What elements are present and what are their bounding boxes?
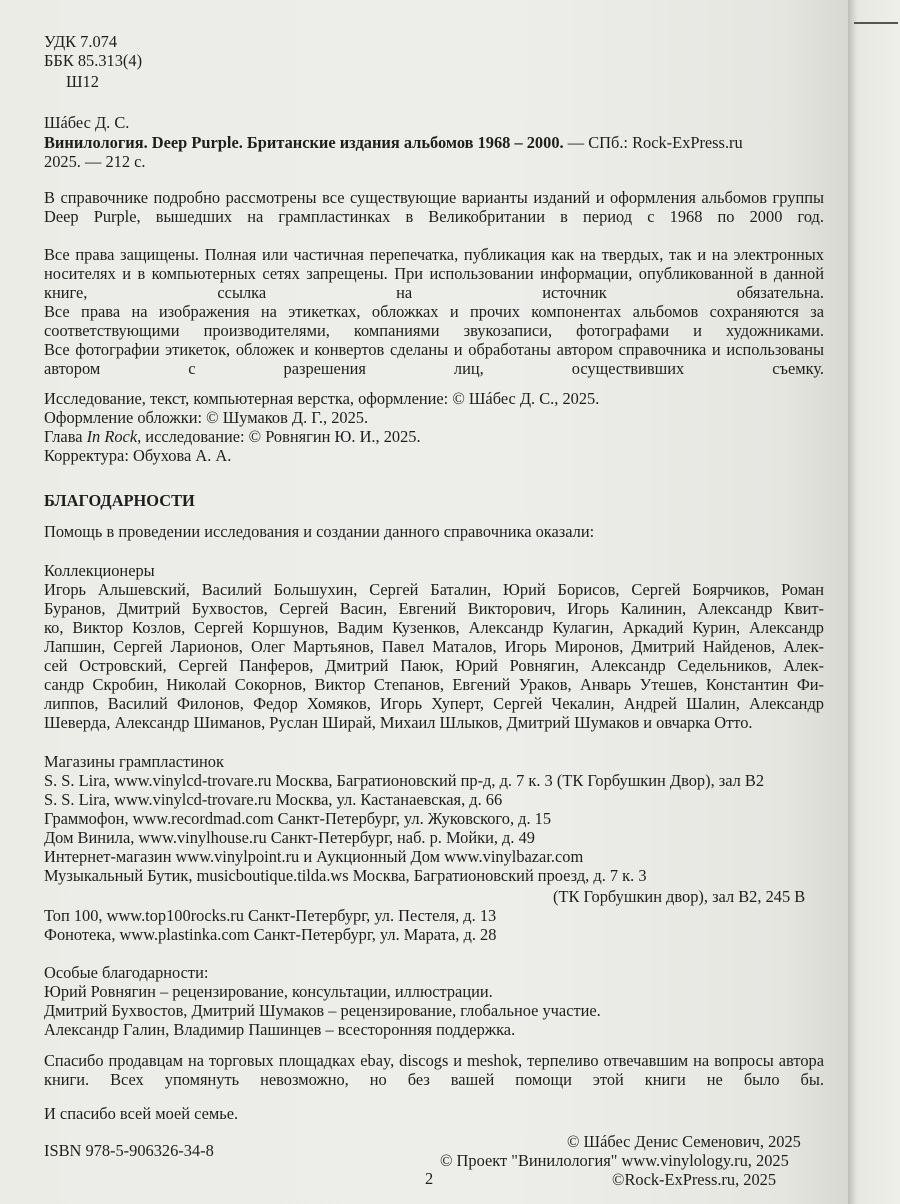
shop-line: S. S. Lira, www.vinylcd-trovare.ru Москва, Багратионовский пр-д, д. 7 к. 3 (ТК Горбушкин Двор), зал В2 bbox=[44, 771, 765, 790]
collectors-heading: Коллекционеры bbox=[44, 561, 155, 580]
author-mark: Ш12 bbox=[66, 72, 99, 91]
copyright-author: © Шáбес Денис Семенович, 2025 bbox=[567, 1132, 801, 1151]
shop-line-continuation: (ТК Горбушкин двор), зал В2, 245 В bbox=[553, 887, 806, 906]
shop-line: S. S. Lira, www.vinylcd-trovare.ru Москва, ул. Кастанаевская, д. 66 bbox=[44, 790, 503, 809]
copyright-publisher: ©Rock-ExPress.ru, 2025 bbox=[612, 1170, 777, 1189]
collectors-line: ко, Виктор Козлов, Сергей Коршунов, Вадим Кузенков, Александр Кулагин, Аркадий Курин, Александр bbox=[44, 618, 824, 637]
shop-line: Фонотека, www.plastinka.com Санкт-Петербург, ул. Марата, д. 28 bbox=[44, 925, 497, 944]
collectors-line: Буранов, Дмитрий Бухвостов, Сергей Васин, Евгений Викторович, Игорь Калинин, Александр Квит- bbox=[44, 599, 824, 618]
page-number: 2 bbox=[425, 1169, 434, 1188]
collectors-line: Лапшин, Сергей Ларионов, Олег Мартьянов, Павел Маталов, Игорь Миронов, Дмитрий Найденов, Алек- bbox=[44, 637, 824, 656]
bbk-code: ББК 85.313(4) bbox=[44, 51, 143, 70]
author-name: Шáбес Д. С. bbox=[44, 113, 130, 132]
special-thanks-heading: Особые благодарности: bbox=[44, 963, 209, 982]
facing-page-edge bbox=[848, 0, 900, 1204]
collectors-line: Игорь Альшевский, Василий Большухин, Сергей Баталин, Юрий Борисов, Сергей Боярчиков, Роман bbox=[44, 580, 824, 599]
shop-line: Интернет-магазин www.vinylpoint.ru и Аукционный Дом www.vinylbazar.com bbox=[44, 847, 584, 866]
isbn: ISBN 978-5-906326-34-8 bbox=[44, 1141, 214, 1160]
special-thanks-line: Александр Галин, Владимир Пашинцев – всесторонняя поддержка. bbox=[44, 1020, 516, 1039]
rights-paragraph-1: Все права защищены. Полная или частичная перепечатка, публикация как на твердых, так и на электронных носителях и в компьютерных сетях запрещены. При использовании информации, опубликованной в данной книге, ссылка на источник обязательна. bbox=[44, 245, 824, 302]
rights-paragraph-3: Все фотографии этикеток, обложек и конвертов сделаны и обработаны автором справочника и использованы автором с разрешения лиц, осуществивших съемку. bbox=[44, 340, 824, 378]
shops-heading: Магазины грампластинок bbox=[44, 752, 224, 771]
collectors-line: липпов, Василий Филонов, Федор Хомяков, Игорь Хуперт, Сергей Чекалин, Андрей Шалин, Александр bbox=[44, 694, 824, 713]
publisher: — СПб.: Rock-ExPress.ru bbox=[563, 133, 743, 152]
shop-line: Музыкальный Бутик, musicboutique.tilda.ws Москва, Багратионовский проезд, д. 7 к. 3 bbox=[44, 866, 647, 885]
collectors-line: сандр Скробин, Николай Сокорнов, Виктор Степанов, Евгений Ураков, Анварь Утешев, Константин Фи- bbox=[44, 675, 824, 694]
annotation: В справочнике подробно рассмотрены все существующие варианты изданий и оформления альбомов группы Deep Purple, вышедших на грампластинках в Великобритании в период с 1968 по 2000 год. bbox=[44, 188, 824, 226]
credit-cover: Оформление обложки: © Шумаков Д. Г., 2025. bbox=[44, 408, 369, 427]
family-thanks: И спасибо всей моей семье. bbox=[44, 1104, 239, 1123]
copyright-project: © Проект "Винилология" www.vinylology.ru, 2025 bbox=[440, 1151, 789, 1170]
special-thanks-line: Дмитрий Бухвостов, Дмитрий Шумаков – рецензирование, глобальное участие. bbox=[44, 1001, 601, 1020]
shop-line: Дом Винила, www.vinylhouse.ru Санкт-Петербург, наб. р. Мойки, д. 49 bbox=[44, 828, 535, 847]
credit-proofreading: Корректура: Обухова А. А. bbox=[44, 446, 232, 465]
sellers-thanks: Спасибо продавцам на торговых площадках ebay, discogs и meshok, терпеливо отвечавшим на вопросы автора книги. Всех упомянуть невозможно, но без вашей помощи этой книги не было бы. bbox=[44, 1051, 824, 1089]
credit-chapter: Глава In Rock, исследование: © Ровнягин Ю. И., 2025. bbox=[44, 427, 421, 446]
credit-research: Исследование, текст, компьютерная верстка, оформление: © Шáбес Д. С., 2025. bbox=[44, 389, 600, 408]
rights-paragraph-2: Все права на изображения на этикетках, обложках и прочих компонентах альбомов сохраняются за соответствующими производителями, компаниями звукозаписи, фотографами и художниками. bbox=[44, 302, 824, 340]
collectors-line: Шеверда, Александр Шиманов, Руслан Ширай, Михаил Шлыков, Дмитрий Шумаков и овчарка Отто. bbox=[44, 713, 753, 732]
collectors-line: сей Островский, Сергей Панферов, Дмитрий Паюк, Юрий Ровнягин, Александр Седельников, Алек- bbox=[44, 656, 824, 675]
year-pages: 2025. — 212 с. bbox=[44, 152, 146, 171]
shop-line: Граммофон, www.recordmad.com Санкт-Петербург, ул. Жуковского, д. 15 bbox=[44, 809, 552, 828]
udk-code: УДК 7.074 bbox=[44, 32, 118, 51]
thanks-intro: Помощь в проведении исследования и создании данного справочника оказали: bbox=[44, 522, 595, 541]
book-title: Винилология. Deep Purple. Британские издания альбомов 1968 – 2000. bbox=[44, 133, 564, 152]
book-title-line bbox=[44, 133, 824, 152]
shop-line: Топ 100, www.top100rocks.ru Санкт-Петербург, ул. Пестеля, д. 13 bbox=[44, 906, 497, 925]
facing-page-rule bbox=[854, 22, 898, 54]
thanks-heading: БЛАГОДАРНОСТИ bbox=[44, 491, 195, 510]
special-thanks-line: Юрий Ровнягин – рецензирование, консультации, иллюстрации. bbox=[44, 982, 493, 1001]
